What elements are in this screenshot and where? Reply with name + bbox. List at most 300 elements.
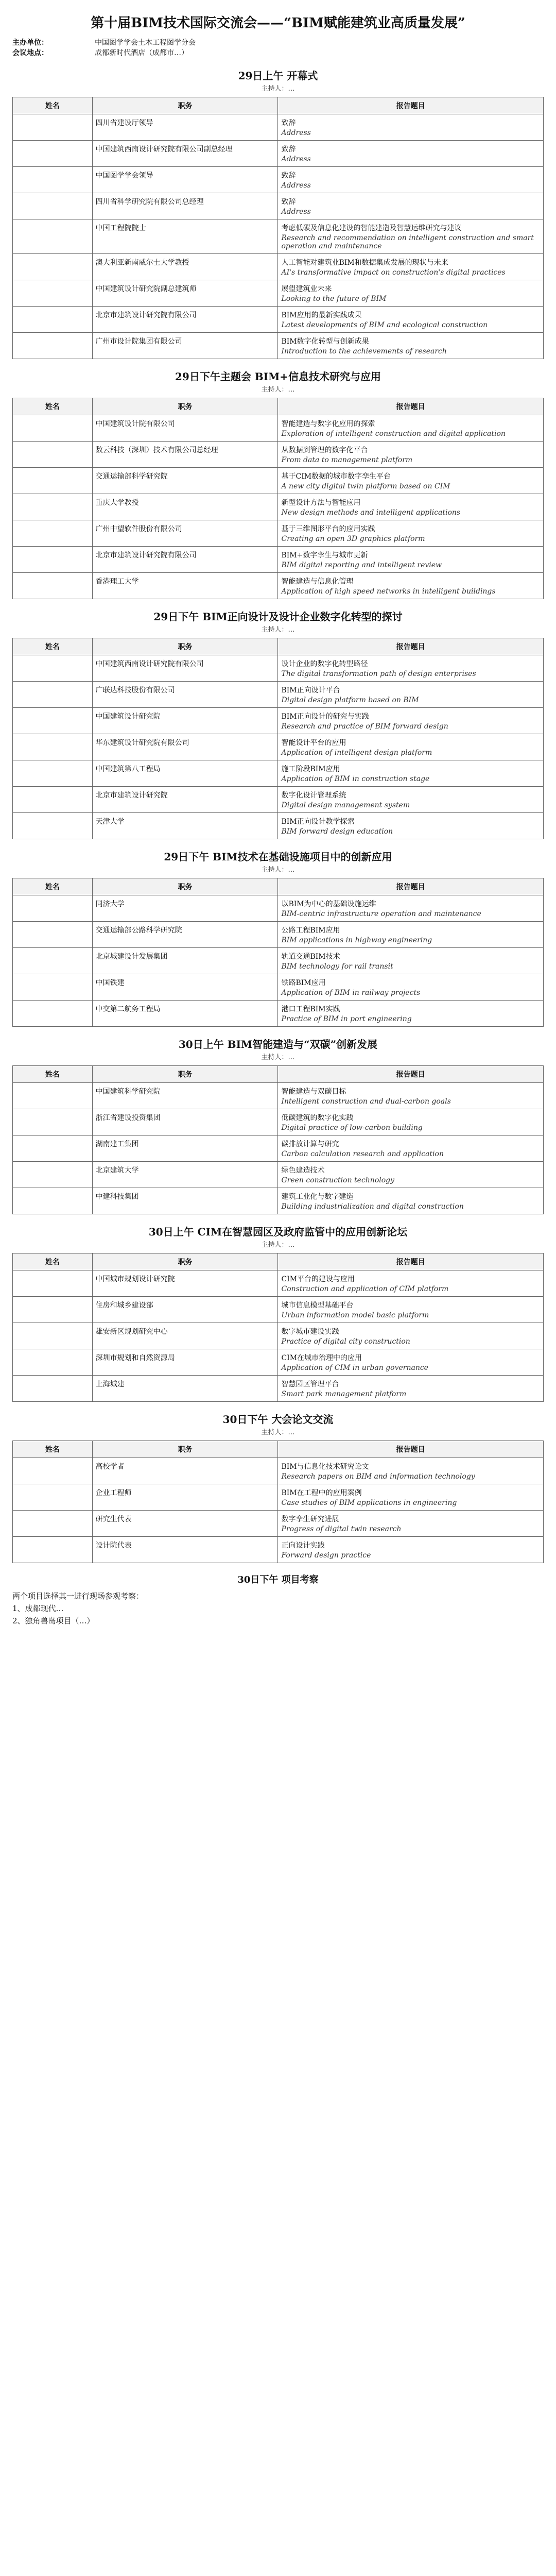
speaker-name <box>13 520 93 547</box>
col-topic-header: 报告题目 <box>278 398 544 415</box>
speaker-topic <box>278 520 544 547</box>
speaker-topic <box>278 307 544 333</box>
speaker-topic <box>278 787 544 813</box>
section-title: 29日下午 BIM正向设计及设计企业数字化转型的探讨 <box>153 611 403 623</box>
topic-en: Application of BIM in railway projects <box>281 989 421 997</box>
topic-en: Green construction technology <box>281 1176 395 1184</box>
speaker-role: 中交第二航务工程局 <box>92 1001 278 1027</box>
speaker-name <box>13 1270 93 1297</box>
speaker-role: 广州市设计院集团有限公司 <box>92 333 278 359</box>
col-role-header: 职务 <box>92 638 278 655</box>
speaker-role: 中国建筑科学研究院 <box>92 1083 278 1109</box>
speaker-topic <box>278 708 544 734</box>
speaker-name <box>13 682 93 708</box>
topic-cn: 低碳建筑的数字化实践 <box>281 1114 354 1122</box>
speaker-role: 中国铁建 <box>92 974 278 1001</box>
col-role-header: 职务 <box>92 1253 278 1270</box>
table-row <box>13 547 544 573</box>
speaker-name <box>13 948 93 974</box>
table-row <box>13 708 544 734</box>
table-row <box>13 787 544 813</box>
topic-en: BIM applications in highway engineering <box>281 936 432 944</box>
table-row <box>13 1349 544 1376</box>
speaker-name <box>13 1001 93 1027</box>
section-title: 30日上午 CIM在智慧园区及政府监管中的应用创新论坛 <box>148 1226 408 1238</box>
topic-cn: 施工阶段BIM应用 <box>281 765 340 773</box>
col-role-header: 职务 <box>92 1441 278 1458</box>
topic-en: Intelligent construction and dual-carbon goals <box>281 1097 451 1106</box>
speaker-topic <box>278 1484 544 1511</box>
topic-en: BIM forward design education <box>281 827 393 836</box>
topic-en: Exploration of intelligent construction and digital application <box>281 430 506 438</box>
speaker-role: 数云科技（深圳）技术有限公司总经理 <box>92 442 278 468</box>
meta-key-2: 会议地点： <box>12 49 48 57</box>
section-forward-design <box>12 608 544 839</box>
speaker-topic <box>278 1109 544 1136</box>
speaker-topic <box>278 193 544 219</box>
agenda-table <box>12 878 544 1027</box>
table-row <box>13 1376 544 1402</box>
topic-en: BIM technology for rail transit <box>281 962 393 971</box>
speaker-name <box>13 1083 93 1109</box>
topic-en: Application of high speed networks in intelligent buildings <box>281 587 496 596</box>
col-name-header: 姓名 <box>13 398 93 415</box>
table-row <box>13 1323 544 1349</box>
topic-cn: 智慧园区管理平台 <box>281 1380 339 1388</box>
speaker-name <box>13 655 93 682</box>
speaker-role: 北京市建筑设计研究院 <box>92 787 278 813</box>
table-row <box>13 141 544 167</box>
speaker-name <box>13 760 93 787</box>
table-row <box>13 1458 544 1484</box>
meta-key-1: 主办单位： <box>12 39 48 47</box>
table-row <box>13 1537 544 1563</box>
col-role-header: 职务 <box>92 1066 278 1083</box>
topic-en: Latest developments of BIM and ecological construction <box>281 321 488 329</box>
speaker-topic <box>278 280 544 307</box>
topic-en: Digital design platform based on BIM <box>281 696 419 704</box>
speaker-role: 设计院代表 <box>92 1537 278 1563</box>
speaker-topic <box>278 760 544 787</box>
col-topic-header: 报告题目 <box>278 878 544 895</box>
section-bim-info <box>12 368 544 599</box>
speaker-name <box>13 1188 93 1214</box>
speaker-name <box>13 280 93 307</box>
speaker-name <box>13 813 93 839</box>
table-row <box>13 1484 544 1511</box>
topic-cn: BIM在工程中的应用案例 <box>281 1489 362 1497</box>
topic-cn: 智能建造与数字化应用的探索 <box>281 420 375 428</box>
topic-cn: 致辞 <box>281 198 296 206</box>
topic-en: Address <box>281 181 311 190</box>
topic-cn: 致辞 <box>281 119 296 127</box>
table-row <box>13 573 544 599</box>
col-role-header: 职务 <box>92 878 278 895</box>
col-role-header: 职务 <box>92 97 278 114</box>
section-meta: 主持人：… <box>261 1429 295 1436</box>
topic-en: Address <box>281 208 311 216</box>
topic-cn: BIM与信息化技术研究论文 <box>281 1463 369 1471</box>
table-row <box>13 1083 544 1109</box>
speaker-topic <box>278 333 544 359</box>
table-row <box>13 307 544 333</box>
speaker-role: 北京市建筑设计研究院有限公司 <box>92 307 278 333</box>
table-row <box>13 520 544 547</box>
topic-en: Research and recommendation on intelligent construction and smart operation and maintenance <box>281 234 534 250</box>
meta-value-1: 中国图学学会土木工程图学分会 <box>95 39 196 47</box>
speaker-topic <box>278 895 544 922</box>
topic-en: Research and practice of BIM forward design <box>281 722 448 731</box>
speaker-role: 北京城建设计发展集团 <box>92 948 278 974</box>
topic-cn: 考虑低碳及信息化建设的智能建造及智慧运维研究与建议 <box>281 224 462 232</box>
speaker-role: 高校学者 <box>92 1458 278 1484</box>
section-title: 30日上午 BIM智能建造与“双碳”创新发展 <box>178 1038 378 1050</box>
speaker-topic <box>278 219 544 254</box>
speaker-topic <box>278 734 544 760</box>
section-meta: 主持人：… <box>261 386 295 394</box>
speaker-name <box>13 1349 93 1376</box>
speaker-name <box>13 547 93 573</box>
speaker-role: 香港理工大学 <box>92 573 278 599</box>
table-row <box>13 468 544 494</box>
topic-en: From data to management platform <box>281 456 413 464</box>
speaker-topic <box>278 494 544 520</box>
speaker-role: 研究生代表 <box>92 1511 278 1537</box>
speaker-name <box>13 167 93 193</box>
topic-en: Building industrialization and digital construction <box>281 1202 464 1211</box>
speaker-role: 中国工程院院士 <box>92 219 278 254</box>
topic-en: Application of intelligent design platform <box>281 749 432 757</box>
speaker-topic <box>278 547 544 573</box>
table-row <box>13 1109 544 1136</box>
speaker-role: 湖南建工集团 <box>92 1136 278 1162</box>
speaker-name <box>13 307 93 333</box>
table-row <box>13 280 544 307</box>
topic-cn: 智能设计平台的应用 <box>281 739 346 747</box>
table-header-row <box>13 97 544 114</box>
speaker-role: 中国建筑设计研究院副总建筑师 <box>92 280 278 307</box>
topic-cn: BIM正向设计平台 <box>281 686 340 694</box>
topic-en: Address <box>281 155 311 163</box>
topic-cn: 碳排放计算与研究 <box>281 1140 339 1148</box>
speaker-name <box>13 1537 93 1563</box>
speaker-topic <box>278 1136 544 1162</box>
col-topic-header: 报告题目 <box>278 1253 544 1270</box>
speaker-role: 企业工程师 <box>92 1484 278 1511</box>
document-title: 第十届BIM技术国际交流会——“BIM赋能建筑业高质量发展” <box>91 15 465 31</box>
table-header-row <box>13 1066 544 1083</box>
topic-en: Case studies of BIM applications in engineering <box>281 1499 457 1507</box>
table-row <box>13 734 544 760</box>
speaker-role: 上海城建 <box>92 1376 278 1402</box>
table-row <box>13 1297 544 1323</box>
speaker-name <box>13 1458 93 1484</box>
speaker-role: 北京建筑大学 <box>92 1162 278 1188</box>
topic-en: Carbon calculation research and application <box>281 1150 444 1158</box>
topic-en: Forward design practice <box>281 1551 371 1560</box>
topic-en: The digital transformation path of design enterprises <box>281 670 476 678</box>
speaker-topic <box>278 1511 544 1537</box>
speaker-role: 四川省科学研究院有限公司总经理 <box>92 193 278 219</box>
col-name-header: 姓名 <box>13 878 93 895</box>
table-row <box>13 333 544 359</box>
section-opening <box>12 67 544 359</box>
topic-cn: 城市信息模型基础平台 <box>281 1301 354 1310</box>
topic-cn: 智能建造与双碳目标 <box>281 1088 346 1096</box>
topic-cn: 公路工程BIM应用 <box>281 926 340 935</box>
table-row <box>13 1188 544 1214</box>
table-row <box>13 167 544 193</box>
topic-en: Research papers on BIM and information technology <box>281 1472 475 1481</box>
speaker-topic <box>278 1297 544 1323</box>
topic-en: Urban information model basic platform <box>281 1311 429 1319</box>
footer-item-2: 2、独角兽岛项目（…） <box>12 1616 95 1625</box>
speaker-role: 浙江省建设投资集团 <box>92 1109 278 1136</box>
speaker-role: 中国建筑设计研究院 <box>92 708 278 734</box>
speaker-role: 重庆大学教授 <box>92 494 278 520</box>
speaker-role: 四川省建设厅领导 <box>92 114 278 141</box>
topic-cn: 轨道交通BIM技术 <box>281 953 340 961</box>
col-name-header: 姓名 <box>13 1441 93 1458</box>
speaker-topic <box>278 813 544 839</box>
topic-cn: 致辞 <box>281 172 296 180</box>
speaker-role: 中国图学学会领导 <box>92 167 278 193</box>
col-name-header: 姓名 <box>13 1253 93 1270</box>
section-cim <box>12 1224 544 1402</box>
speaker-role: 北京市建筑设计研究院有限公司 <box>92 547 278 573</box>
speaker-name <box>13 468 93 494</box>
topic-en: AI's transformative impact on construction's digital practices <box>281 268 506 277</box>
speaker-role: 中国建筑设计院有限公司 <box>92 415 278 442</box>
topic-cn: 新型设计方法与智能应用 <box>281 499 361 507</box>
meta-value-2: 成都新时代酒店（成都市…） <box>95 49 188 57</box>
topic-en: Digital practice of low-carbon building <box>281 1124 423 1132</box>
topic-en: Introduction to the achievements of research <box>281 347 447 355</box>
topic-en: BIM digital reporting and intelligent review <box>281 561 442 569</box>
footer-item-1: 1、成都现代… <box>12 1604 64 1613</box>
speaker-topic <box>278 1349 544 1376</box>
topic-cn: 正向设计实践 <box>281 1541 325 1550</box>
speaker-role: 华东建筑设计研究院有限公司 <box>92 734 278 760</box>
topic-cn: 数字城市建设实践 <box>281 1328 339 1336</box>
speaker-name <box>13 114 93 141</box>
topic-en: Construction and application of CIM platform <box>281 1285 449 1293</box>
speaker-role: 天津大学 <box>92 813 278 839</box>
col-topic-header: 报告题目 <box>278 97 544 114</box>
agenda-table <box>12 638 544 839</box>
speaker-role: 澳大利亚新南威尔士大学教授 <box>92 254 278 280</box>
speaker-role: 广州中望软件股份有限公司 <box>92 520 278 547</box>
speaker-role: 中建科技集团 <box>92 1188 278 1214</box>
speaker-topic <box>278 415 544 442</box>
speaker-name <box>13 415 93 442</box>
speaker-topic <box>278 1537 544 1563</box>
speaker-role: 住房和城乡建设部 <box>92 1297 278 1323</box>
topic-en: Practice of BIM in port engineering <box>281 1015 412 1023</box>
section-title: 30日下午 大会论文交流 <box>222 1413 334 1426</box>
speaker-topic <box>278 1188 544 1214</box>
table-row <box>13 1270 544 1297</box>
topic-en: BIM-centric infrastructure operation and maintenance <box>281 910 481 918</box>
speaker-name <box>13 141 93 167</box>
speaker-name <box>13 254 93 280</box>
topic-cn: 数字化设计管理系统 <box>281 791 346 800</box>
speaker-topic <box>278 922 544 948</box>
speaker-name <box>13 1136 93 1162</box>
footer-list <box>12 1590 544 1627</box>
table-row <box>13 415 544 442</box>
table-row <box>13 1001 544 1027</box>
speaker-name <box>13 1297 93 1323</box>
col-name-header: 姓名 <box>13 97 93 114</box>
meta-row-1 <box>12 38 544 48</box>
table-row <box>13 813 544 839</box>
speaker-topic <box>278 167 544 193</box>
speaker-topic <box>278 1083 544 1109</box>
table-row <box>13 494 544 520</box>
speaker-role: 雄安新区规划研究中心 <box>92 1323 278 1349</box>
topic-cn: 建筑工业化与数字建造 <box>281 1193 354 1201</box>
table-row <box>13 1511 544 1537</box>
col-name-header: 姓名 <box>13 1066 93 1083</box>
speaker-topic <box>278 974 544 1001</box>
speaker-topic <box>278 1270 544 1297</box>
speaker-name <box>13 219 93 254</box>
table-row <box>13 974 544 1001</box>
section-dual-carbon <box>12 1036 544 1214</box>
speaker-name <box>13 1376 93 1402</box>
topic-en: Creating an open 3D graphics platform <box>281 535 425 543</box>
topic-en: Looking to the future of BIM <box>281 295 387 303</box>
speaker-role: 中国建筑西南设计研究院有限公司副总经理 <box>92 141 278 167</box>
speaker-name <box>13 922 93 948</box>
speaker-name <box>13 333 93 359</box>
topic-cn: CIM平台的建设与应用 <box>281 1275 355 1283</box>
topic-cn: BIM应用的最新实践成果 <box>281 311 362 319</box>
speaker-topic <box>278 573 544 599</box>
topic-en: A new city digital twin platform based on CIM <box>281 482 450 490</box>
table-row <box>13 193 544 219</box>
topic-en: New design methods and intelligent applications <box>281 509 461 517</box>
speaker-topic <box>278 1162 544 1188</box>
topic-en: Practice of digital city construction <box>281 1337 410 1346</box>
table-row <box>13 682 544 708</box>
speaker-topic <box>278 1323 544 1349</box>
topic-cn: 展望建筑业未来 <box>281 285 332 293</box>
table-header-row <box>13 638 544 655</box>
speaker-name <box>13 442 93 468</box>
topic-en: Application of CIM in urban governance <box>281 1364 428 1372</box>
topic-cn: 基于三维图形平台的应用实践 <box>281 525 375 533</box>
speaker-name <box>13 1323 93 1349</box>
speaker-topic <box>278 114 544 141</box>
section-title: 29日上午 开幕式 <box>238 70 318 82</box>
topic-cn: 从数据到管理的数字化平台 <box>281 446 368 454</box>
footer-intro: 两个项目选择其一进行现场参观考察： <box>12 1591 144 1601</box>
table-row <box>13 895 544 922</box>
speaker-topic <box>278 254 544 280</box>
section-meta: 主持人：… <box>261 85 295 93</box>
topic-cn: 基于CIM数据的城市数字孪生平台 <box>281 472 391 481</box>
speaker-name <box>13 895 93 922</box>
topic-cn: 以BIM为中心的基础设施运维 <box>281 900 376 908</box>
speaker-topic <box>278 141 544 167</box>
agenda-table <box>12 1253 544 1402</box>
topic-cn: 设计企业的数字化转型路径 <box>281 660 368 668</box>
topic-cn: 绿色建造技术 <box>281 1166 325 1175</box>
topic-cn: 数字孪生研究进展 <box>281 1515 339 1523</box>
topic-cn: 致辞 <box>281 145 296 154</box>
topic-cn: 铁路BIM应用 <box>281 979 326 987</box>
speaker-name <box>13 734 93 760</box>
table-row <box>13 922 544 948</box>
col-role-header: 职务 <box>92 398 278 415</box>
speaker-topic <box>278 1376 544 1402</box>
topic-cn: 人工智能对建筑业BIM和数据集成发展的现状与未来 <box>281 259 448 267</box>
col-topic-header: 报告题目 <box>278 1066 544 1083</box>
section-title: 29日下午主题会 BIM+信息技术研究与应用 <box>175 370 381 383</box>
topic-en: Address <box>281 129 311 137</box>
table-header-row <box>13 1253 544 1270</box>
topic-en: Digital design management system <box>281 801 410 809</box>
speaker-name <box>13 193 93 219</box>
section-paper-exchange <box>12 1411 544 1563</box>
topic-en: Progress of digital twin research <box>281 1525 402 1533</box>
topic-en: Smart park management platform <box>281 1390 407 1398</box>
speaker-name <box>13 494 93 520</box>
table-header-row <box>13 1441 544 1458</box>
speaker-role: 同济大学 <box>92 895 278 922</box>
speaker-topic <box>278 1458 544 1484</box>
table-row <box>13 1136 544 1162</box>
meta-block <box>12 38 544 58</box>
speaker-role: 交通运输部公路科学研究院 <box>92 922 278 948</box>
speaker-name <box>13 1484 93 1511</box>
topic-cn: 智能建造与信息化管理 <box>281 578 354 586</box>
speaker-role: 交通运输部科学研究院 <box>92 468 278 494</box>
table-row <box>13 760 544 787</box>
speaker-role: 中国建筑西南设计研究院有限公司 <box>92 655 278 682</box>
speaker-topic <box>278 948 544 974</box>
speaker-role: 深圳市规划和自然资源局 <box>92 1349 278 1376</box>
speaker-topic <box>278 468 544 494</box>
speaker-name <box>13 1109 93 1136</box>
topic-cn: BIM正向设计教学探索 <box>281 818 355 826</box>
table-row <box>13 1162 544 1188</box>
topic-cn: BIM正向设计的研究与实践 <box>281 713 369 721</box>
meta-row-2 <box>12 48 544 58</box>
speaker-topic <box>278 682 544 708</box>
col-name-header: 姓名 <box>13 638 93 655</box>
table-header-row <box>13 878 544 895</box>
table-row <box>13 254 544 280</box>
topic-cn: CIM在城市治理中的应用 <box>281 1354 362 1362</box>
speaker-role: 中国建筑第八工程局 <box>92 760 278 787</box>
topic-cn: BIM数字化转型与创新成果 <box>281 337 369 346</box>
table-row <box>13 114 544 141</box>
speaker-name <box>13 708 93 734</box>
speaker-name <box>13 1511 93 1537</box>
speaker-name <box>13 573 93 599</box>
col-topic-header: 报告题目 <box>278 1441 544 1458</box>
table-row <box>13 948 544 974</box>
col-topic-header: 报告题目 <box>278 638 544 655</box>
table-row <box>13 219 544 254</box>
agenda-table <box>12 1065 544 1214</box>
footer-note: 30日下午 项目考察 <box>237 1574 319 1585</box>
speaker-role: 中国城市规划设计研究院 <box>92 1270 278 1297</box>
agenda-table <box>12 398 544 599</box>
